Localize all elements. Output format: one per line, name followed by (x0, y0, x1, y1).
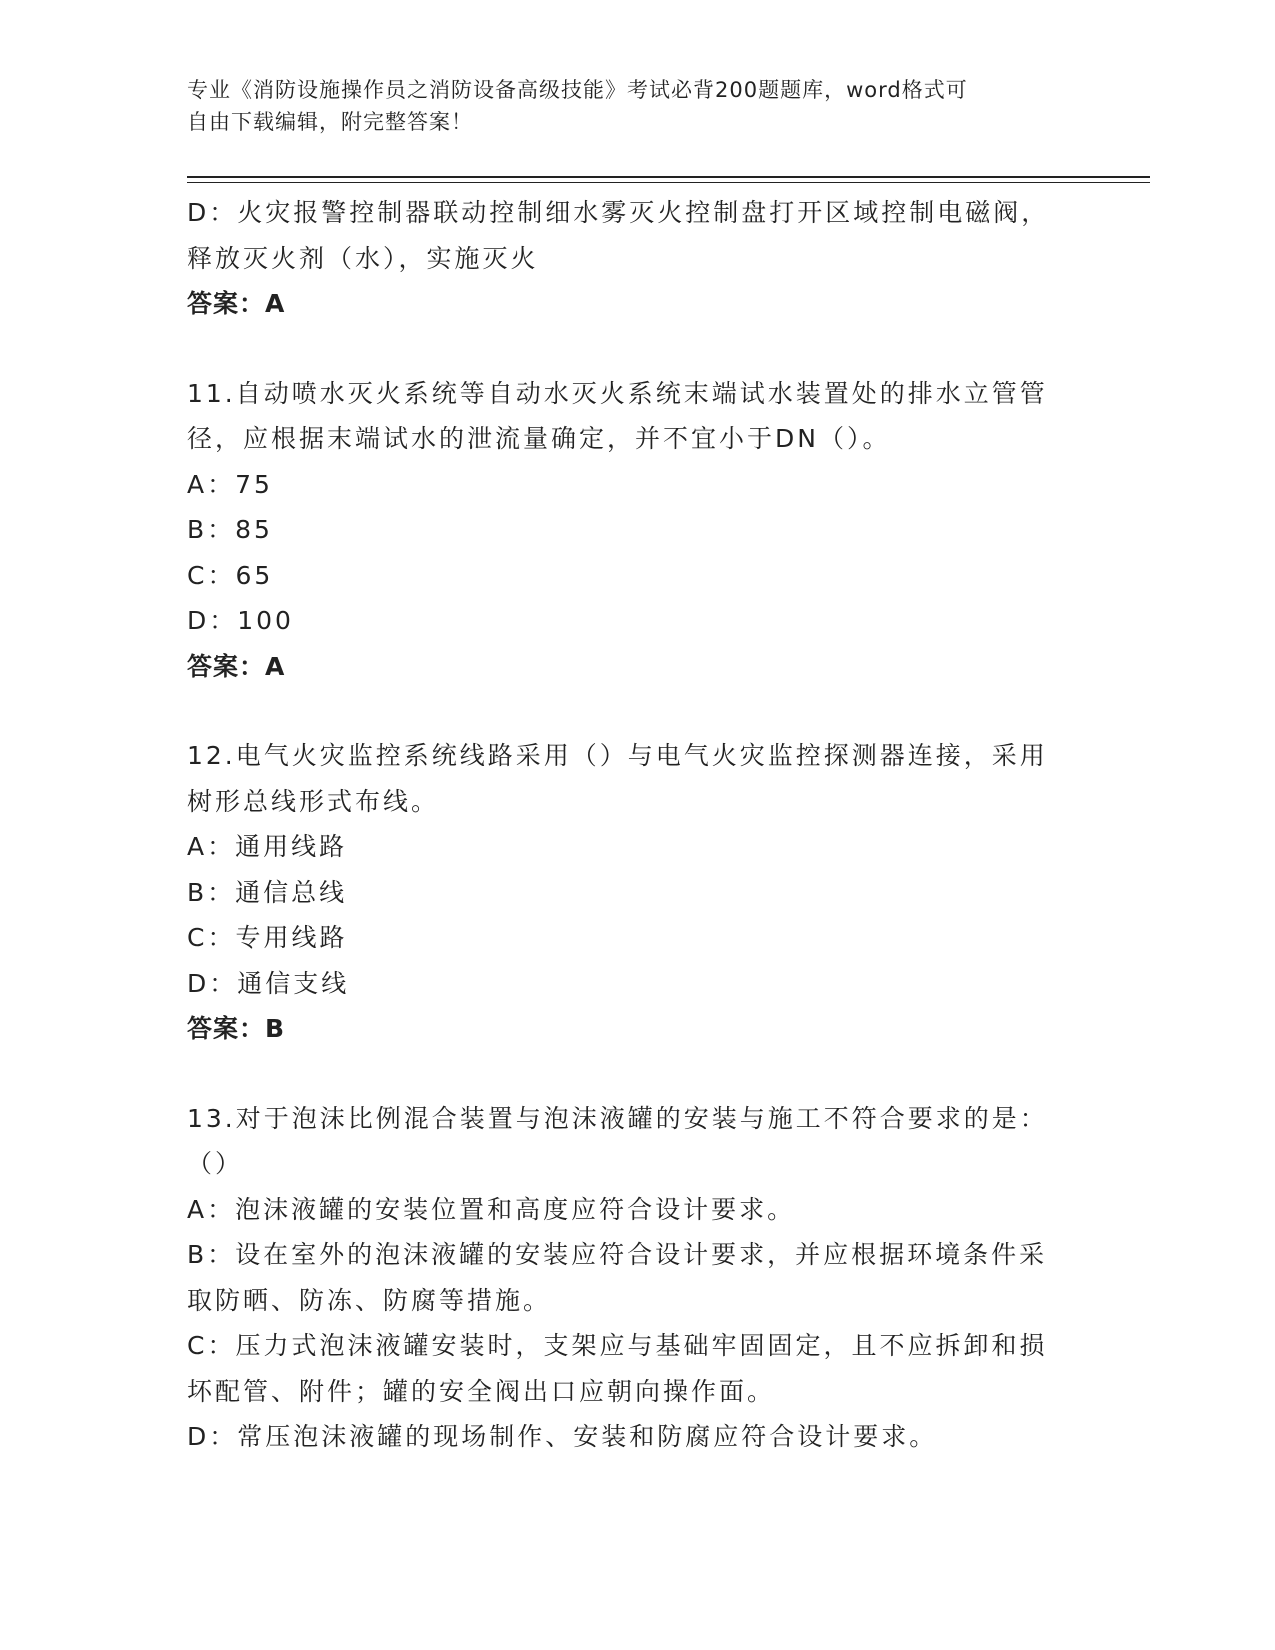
question-stem: 树形总线形式布线。 (187, 786, 440, 816)
spacer (187, 327, 1087, 371)
page-header (187, 74, 1067, 138)
option-a: A：泡沫液罐的安装位置和高度应符合设计要求。 (187, 1194, 796, 1224)
spacer (187, 1052, 1087, 1096)
option-c-continued: 坏配管、附件；罐的安全阀出口应朝向操作面。 (187, 1376, 776, 1406)
answer-label: 答案：A (187, 651, 286, 681)
option-b: B：通信总线 (187, 877, 348, 907)
option-c: C：65 (187, 560, 274, 590)
answer-label: 答案：A (187, 289, 286, 318)
option-d: D：100 (187, 606, 294, 635)
spacer (187, 689, 1087, 733)
option-d: D：通信支线 (187, 968, 350, 998)
question-content (187, 190, 1087, 1460)
question-stem: 12.电气火灾监控系统线路采用（）与电气火灾监控探测器连接，采用 (187, 741, 1048, 770)
option-a: A：通用线路 (187, 832, 348, 861)
header-line-2: 自由下载编辑，附完整答案！ (187, 110, 473, 134)
header-line-1: 专业《消防设施操作员之消防设备高级技能》考试必背200题题库，word格式可 (187, 78, 968, 102)
carryover-block (187, 190, 1087, 327)
option-d-line: D：火灾报警控制器联动控制细水雾灭火控制盘打开区域控制电磁阀， (187, 198, 1050, 227)
question-12 (187, 733, 1087, 1052)
option-c: C：压力式泡沫液罐安装时，支架应与基础牢固固定，且不应拆卸和损 (187, 1331, 1048, 1360)
question-11 (187, 371, 1087, 690)
question-stem: 径，应根据末端试水的泄流量确定，并不宜小于DN（）。 (187, 424, 891, 453)
option-d-line: 释放灭火剂（水），实施灭火 (187, 243, 539, 273)
option-b-continued: 取防晒、防冻、防腐等措施。 (187, 1285, 552, 1315)
header-divider-thin (187, 182, 1150, 183)
option-c: C：专用线路 (187, 923, 348, 952)
question-13 (187, 1096, 1087, 1460)
question-stem: （） (187, 1149, 244, 1178)
option-d: D：常压泡沫液罐的现场制作、安装和防腐应符合设计要求。 (187, 1422, 938, 1451)
header-divider (187, 176, 1150, 178)
question-stem: 13.对于泡沫比例混合装置与泡沫液罐的安装与施工不符合要求的是： (187, 1103, 1048, 1133)
option-a: A：75 (187, 469, 273, 499)
option-b: B：设在室外的泡沫液罐的安装应符合设计要求，并应根据环境条件采 (187, 1240, 1048, 1269)
option-b: B：85 (187, 515, 273, 544)
answer-label: 答案：B (187, 1014, 286, 1043)
question-stem: 11.自动喷水灭火系统等自动水灭火系统末端试水装置处的排水立管管 (187, 378, 1048, 408)
